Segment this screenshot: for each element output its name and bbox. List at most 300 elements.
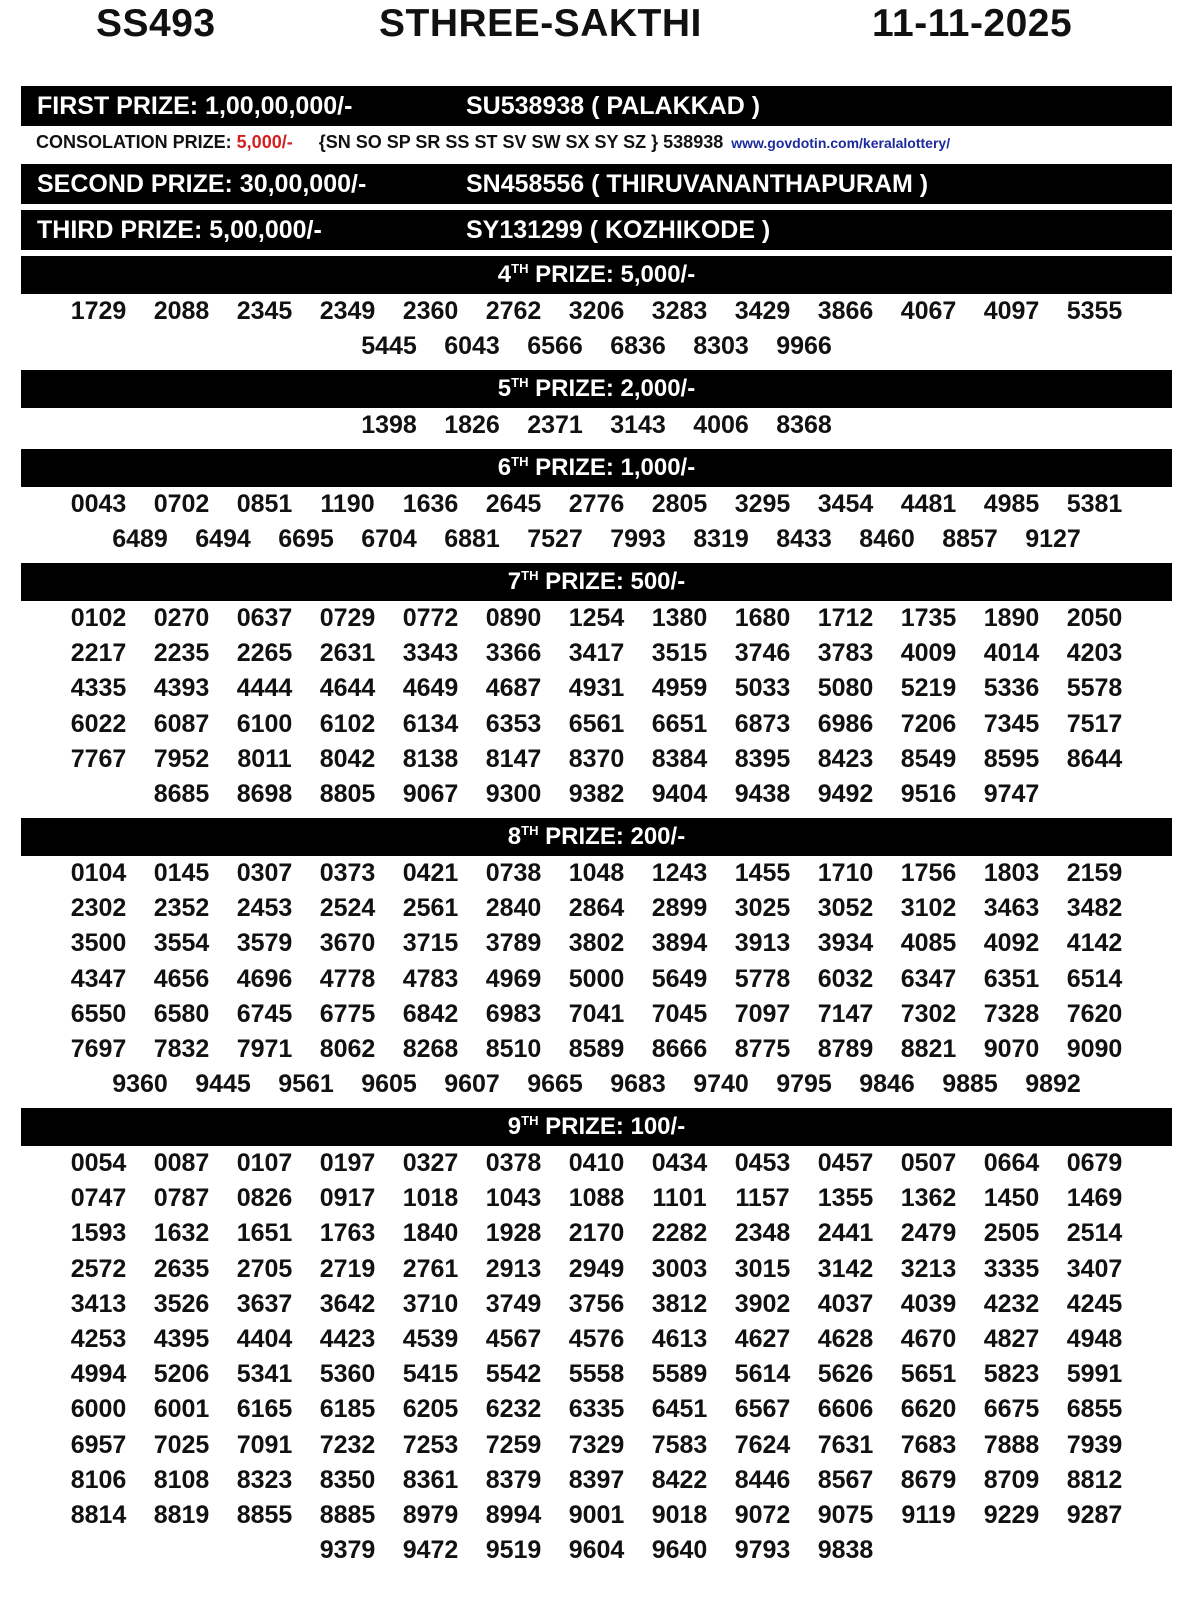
- winning-number: 3637: [236, 1289, 293, 1318]
- winning-number: 8855: [236, 1500, 293, 1529]
- winning-number: 9438: [734, 779, 791, 808]
- winning-number: 0410: [568, 1149, 625, 1177]
- winning-number: 6000: [70, 1395, 127, 1424]
- winning-number: 8805: [319, 779, 376, 808]
- winning-number: 0373: [319, 859, 376, 887]
- winning-number: 9605: [361, 1070, 417, 1099]
- winning-number: 7302: [900, 999, 957, 1028]
- third-prize-bar: [21, 210, 1172, 250]
- winning-number: 6353: [485, 709, 542, 738]
- winning-number: 3554: [153, 929, 210, 958]
- winning-number: 2479: [900, 1219, 957, 1248]
- winning-number: 3670: [319, 929, 376, 958]
- number-row: [21, 856, 1172, 891]
- winning-number: 1157: [735, 1184, 790, 1213]
- winning-number: 8138: [402, 744, 459, 773]
- winning-number: 6102: [319, 709, 376, 738]
- third-prize-winner: SY131299 ( KOZHIKODE ): [466, 216, 771, 244]
- winning-number: 6855: [1066, 1395, 1123, 1424]
- winning-number: 3213: [900, 1254, 957, 1283]
- winning-number: 3746: [734, 639, 791, 668]
- winning-number: 7631: [817, 1430, 874, 1459]
- winning-number: 4245: [1066, 1289, 1123, 1318]
- winning-number: 1043: [485, 1184, 542, 1213]
- winning-number: 5991: [1066, 1360, 1123, 1389]
- winning-number: 7767: [70, 744, 127, 773]
- number-row: [21, 294, 1172, 329]
- winning-number: 2761: [402, 1254, 459, 1283]
- winning-number: 2265: [236, 639, 293, 668]
- winning-number: 3454: [817, 490, 874, 518]
- prize-ordinal-suffix: TH: [511, 454, 529, 469]
- winning-number: 6335: [568, 1395, 625, 1424]
- winning-number: 4253: [70, 1324, 127, 1353]
- winning-number: 4404: [236, 1324, 293, 1353]
- winning-number: 5558: [568, 1360, 625, 1389]
- winning-number: 8821: [900, 1034, 957, 1063]
- winning-number: 9472: [402, 1536, 459, 1565]
- winning-number: 2159: [1066, 859, 1123, 887]
- winning-number: 6232: [485, 1395, 542, 1424]
- prize-6-numbers: [21, 487, 1172, 557]
- winning-number: 2913: [485, 1254, 542, 1283]
- winning-number: 8397: [568, 1465, 625, 1494]
- winning-number: 7147: [817, 999, 874, 1028]
- prize-ordinal-suffix: TH: [521, 823, 539, 838]
- winning-number: 4931: [568, 674, 625, 703]
- winning-number: 9793: [734, 1536, 791, 1565]
- winning-number: 0043: [70, 490, 127, 518]
- winning-number: 8812: [1066, 1465, 1123, 1494]
- winning-number: 2348: [734, 1219, 791, 1248]
- number-row: [21, 522, 1172, 557]
- winning-number: 2514: [1066, 1219, 1123, 1248]
- winning-number: 3142: [817, 1254, 874, 1283]
- prize-title: PRIZE: 200/-: [538, 823, 686, 850]
- winning-number: 0145: [153, 859, 210, 887]
- winning-number: 2441: [817, 1219, 874, 1248]
- third-prize-label: THIRD PRIZE: 5,00,000/-: [37, 216, 322, 244]
- winning-number: 3102: [900, 894, 957, 923]
- winning-number: 2524: [319, 894, 376, 923]
- winning-number: 0307: [236, 859, 293, 887]
- winning-number: 4627: [734, 1324, 791, 1353]
- winning-number: 1840: [402, 1219, 459, 1248]
- winning-number: 2371: [527, 411, 583, 439]
- number-row: [21, 1392, 1172, 1427]
- winning-number: 7328: [983, 999, 1040, 1028]
- winning-number: 0457: [817, 1149, 874, 1177]
- winning-number: 0664: [983, 1149, 1040, 1177]
- winning-number: 5341: [236, 1360, 293, 1389]
- winning-number: 7345: [983, 709, 1040, 738]
- winning-number: 4985: [983, 490, 1040, 518]
- winning-number: 8775: [734, 1034, 791, 1063]
- winning-number: 4687: [485, 674, 542, 703]
- winning-number: 4039: [900, 1289, 957, 1318]
- winning-number: 1756: [900, 859, 957, 887]
- winning-number: 0637: [236, 604, 293, 632]
- winning-number: 1455: [734, 859, 791, 887]
- winning-number: 9519: [485, 1536, 542, 1565]
- winning-number: 1651: [236, 1219, 293, 1248]
- winning-number: 7329: [568, 1430, 625, 1459]
- number-row: [21, 1181, 1172, 1216]
- prize-4-numbers: [21, 294, 1172, 364]
- winning-number: 5000: [568, 964, 625, 993]
- number-row: [21, 707, 1172, 742]
- winning-number: 6514: [1066, 964, 1123, 993]
- winning-number: 5778: [734, 964, 791, 993]
- draw-code: SS493: [96, 2, 216, 45]
- winning-number: 6043: [444, 332, 500, 361]
- prize-ordinal: 7: [507, 568, 522, 595]
- winning-number: 4097: [983, 297, 1040, 325]
- winning-number: 6620: [900, 1395, 957, 1424]
- winning-number: 3143: [610, 411, 666, 439]
- winning-number: 0104: [70, 859, 127, 887]
- winning-number: 6347: [900, 964, 957, 993]
- winning-number: 5445: [361, 332, 417, 361]
- winning-number: 3812: [651, 1289, 708, 1318]
- second-prize-winner: SN458556 ( THIRUVANANTHAPURAM ): [466, 170, 929, 198]
- winning-number: 3515: [651, 639, 708, 668]
- winning-number: 5415: [402, 1360, 459, 1389]
- winning-number: 8679: [900, 1465, 957, 1494]
- winning-number: 1469: [1066, 1184, 1123, 1213]
- winning-number: 3913: [734, 929, 791, 958]
- winning-number: 7697: [70, 1034, 127, 1063]
- winning-number: 6451: [651, 1395, 708, 1424]
- prize-9-numbers: [21, 1146, 1172, 1568]
- winning-number: 9119: [901, 1500, 956, 1529]
- winning-number: 9127: [1025, 525, 1081, 554]
- winning-number: 3756: [568, 1289, 625, 1318]
- winning-number: 3335: [983, 1254, 1040, 1283]
- winning-number: 7091: [236, 1430, 293, 1459]
- winning-number: 9072: [734, 1500, 791, 1529]
- draw-date: 11-11-2025: [872, 2, 1073, 45]
- winning-number: 4481: [900, 490, 957, 518]
- winning-number: 8303: [693, 332, 749, 361]
- number-row: [21, 671, 1172, 706]
- winning-number: 9640: [651, 1536, 708, 1565]
- winning-number: 0107: [236, 1149, 293, 1177]
- prize-5-numbers: [21, 408, 1172, 443]
- prize-ordinal-suffix: TH: [521, 568, 539, 583]
- winning-number: 0738: [485, 859, 542, 887]
- winning-number: 9300: [485, 779, 542, 808]
- winning-number: 1680: [734, 604, 791, 632]
- winning-number: 4778: [319, 964, 376, 993]
- winning-number: 3579: [236, 929, 293, 958]
- prize-ordinal: 8: [507, 823, 522, 850]
- winning-number: 6561: [568, 709, 625, 738]
- winning-number: 2302: [70, 894, 127, 923]
- winning-number: 5626: [817, 1360, 874, 1389]
- winning-number: 1450: [983, 1184, 1040, 1213]
- winning-number: 8709: [983, 1465, 1040, 1494]
- winning-number: 8510: [485, 1034, 542, 1063]
- number-row: [21, 1498, 1172, 1533]
- winning-number: 2235: [153, 639, 210, 668]
- winning-number: 4959: [651, 674, 708, 703]
- winning-number: 9683: [610, 1070, 666, 1099]
- winning-number: 2505: [983, 1219, 1040, 1248]
- winning-number: 7620: [1066, 999, 1123, 1028]
- winning-number: 3407: [1066, 1254, 1123, 1283]
- winning-number: 8433: [776, 525, 832, 554]
- winning-number: 1763: [319, 1219, 376, 1248]
- winning-number: 2805: [651, 490, 708, 518]
- winning-number: 0434: [651, 1149, 708, 1177]
- winning-number: 3715: [402, 929, 459, 958]
- winning-number: 5355: [1066, 297, 1123, 325]
- winning-number: 3052: [817, 894, 874, 923]
- winning-number: 4783: [402, 964, 459, 993]
- number-row: [21, 1067, 1172, 1102]
- winning-number: 8350: [319, 1465, 376, 1494]
- winning-number: 7624: [734, 1430, 791, 1459]
- winning-number: 0102: [70, 604, 127, 632]
- winning-number: 9838: [817, 1536, 874, 1565]
- winning-number: 2949: [568, 1254, 625, 1283]
- winning-number: 9445: [195, 1070, 251, 1099]
- number-row: [21, 487, 1172, 522]
- prize-9-header: [21, 1108, 1172, 1146]
- winning-number: 0087: [153, 1149, 210, 1177]
- winning-number: 6775: [319, 999, 376, 1028]
- winning-number: 6205: [402, 1395, 459, 1424]
- winning-number: 4444: [236, 674, 293, 703]
- winning-number: 3413: [70, 1289, 127, 1318]
- prize-ordinal: 6: [497, 454, 512, 481]
- result-header: [0, 0, 1186, 50]
- winning-number: 8460: [859, 525, 915, 554]
- lottery-name: STHREE-SAKTHI: [379, 2, 702, 45]
- winning-number: 1826: [444, 411, 500, 439]
- prize-ordinal-suffix: TH: [511, 375, 529, 390]
- winning-number: 9001: [568, 1500, 625, 1529]
- winning-number: 0453: [734, 1149, 791, 1177]
- winning-number: 1380: [651, 604, 708, 632]
- winning-number: 8395: [734, 744, 791, 773]
- winning-number: 3206: [568, 297, 625, 325]
- winning-number: 9892: [1025, 1070, 1081, 1099]
- winning-number: 8698: [236, 779, 293, 808]
- winning-number: 5219: [900, 674, 957, 703]
- winning-number: 7259: [485, 1430, 542, 1459]
- winning-number: 6651: [651, 709, 708, 738]
- winning-number: 9067: [402, 779, 459, 808]
- winning-number: 5823: [983, 1360, 1040, 1389]
- number-row: [21, 1357, 1172, 1392]
- winning-number: 8589: [568, 1034, 625, 1063]
- second-prize-bar: [21, 164, 1172, 204]
- winning-number: 3025: [734, 894, 791, 923]
- winning-number: 0679: [1066, 1149, 1123, 1177]
- prize-5-header: [21, 370, 1172, 408]
- first-prize-bar: [21, 86, 1172, 126]
- winning-number: 4696: [236, 964, 293, 993]
- winning-number: 2217: [70, 639, 127, 668]
- prize-title: PRIZE: 1,000/-: [528, 454, 696, 481]
- winning-number: 6489: [112, 525, 168, 554]
- prize-title: PRIZE: 100/-: [538, 1113, 686, 1140]
- winning-number: 1398: [361, 411, 417, 439]
- winning-number: 7527: [527, 525, 583, 554]
- winning-number: 8268: [402, 1034, 459, 1063]
- winning-number: 4567: [485, 1324, 542, 1353]
- winning-number: 5614: [734, 1360, 791, 1389]
- winning-number: 6494: [195, 525, 251, 554]
- consolation-label: CONSOLATION PRIZE:: [36, 132, 237, 152]
- winning-number: 8379: [485, 1465, 542, 1494]
- winning-number: 2170: [568, 1219, 625, 1248]
- winning-number: 4656: [153, 964, 210, 993]
- number-row: [21, 1322, 1172, 1357]
- winning-number: 9360: [112, 1070, 168, 1099]
- winning-number: 8814: [70, 1500, 127, 1529]
- winning-number: 5589: [651, 1360, 708, 1389]
- prize-title: PRIZE: 5,000/-: [528, 261, 696, 288]
- winning-number: 8567: [817, 1465, 874, 1494]
- winning-number: 8595: [983, 744, 1040, 773]
- winning-number: 1735: [900, 604, 957, 632]
- winning-number: 5649: [651, 964, 708, 993]
- winning-number: 5542: [485, 1360, 542, 1389]
- winning-number: 8789: [817, 1034, 874, 1063]
- number-row: [21, 1463, 1172, 1498]
- winning-number: 0729: [319, 604, 376, 632]
- winning-number: 8042: [319, 744, 376, 773]
- winning-number: 4644: [319, 674, 376, 703]
- winning-number: 4009: [900, 639, 957, 668]
- winning-number: 6022: [70, 709, 127, 738]
- winning-number: 6704: [361, 525, 417, 554]
- number-row: [21, 636, 1172, 671]
- winning-number: 1890: [983, 604, 1040, 632]
- number-row: [21, 329, 1172, 364]
- winning-number: 2360: [402, 297, 459, 325]
- winning-number: 3417: [568, 639, 625, 668]
- winning-number: 9287: [1066, 1500, 1123, 1529]
- prize-ordinal: 9: [507, 1113, 522, 1140]
- winning-number: 2719: [319, 1254, 376, 1283]
- winning-number: 1729: [70, 297, 127, 325]
- winning-number: 1018: [402, 1184, 459, 1213]
- consolation-prize-line: [36, 132, 950, 160]
- winning-number: 2631: [319, 639, 376, 668]
- number-row: [21, 1252, 1172, 1287]
- winning-number: 4393: [153, 674, 210, 703]
- winning-number: 7232: [319, 1430, 376, 1459]
- winning-number: 8323: [236, 1465, 293, 1494]
- winning-number: 1088: [568, 1184, 625, 1213]
- winning-number: 3015: [734, 1254, 791, 1283]
- winning-number: 9561: [278, 1070, 334, 1099]
- winning-number: 9607: [444, 1070, 500, 1099]
- consolation-series: {SN SO SP SR SS ST SV SW SX SY SZ } 538938: [318, 132, 724, 152]
- source-url-link[interactable]: www.govdotin.com/keralalottery/: [731, 135, 951, 151]
- winning-number: 1632: [153, 1219, 210, 1248]
- prize-title: PRIZE: 2,000/-: [528, 375, 696, 402]
- winning-number: 8979: [402, 1500, 459, 1529]
- winning-number: 9379: [319, 1536, 376, 1565]
- winning-number: 1803: [983, 859, 1040, 887]
- winning-number: 9516: [900, 779, 957, 808]
- winning-number: 7583: [651, 1430, 708, 1459]
- winning-number: 0327: [402, 1149, 459, 1177]
- winning-number: 2645: [485, 490, 542, 518]
- winning-number: 0890: [485, 604, 542, 632]
- winning-number: 9846: [859, 1070, 915, 1099]
- winning-number: 9665: [527, 1070, 583, 1099]
- prize-6-header: [21, 449, 1172, 487]
- winning-number: 3934: [817, 929, 874, 958]
- winning-number: 9747: [983, 779, 1040, 808]
- winning-number: 6087: [153, 709, 210, 738]
- number-row: [21, 926, 1172, 961]
- winning-number: 7952: [153, 744, 210, 773]
- winning-number: 7041: [568, 999, 625, 1028]
- winning-number: 8423: [817, 744, 874, 773]
- winning-number: 0787: [153, 1184, 210, 1213]
- winning-number: 7045: [651, 999, 708, 1028]
- prize-8-header: [21, 818, 1172, 856]
- winning-number: 0826: [236, 1184, 293, 1213]
- winning-number: 6134: [402, 709, 459, 738]
- number-row: [21, 1533, 1172, 1568]
- consolation-amount: 5,000/-: [236, 132, 293, 152]
- winning-number: 1593: [70, 1219, 127, 1248]
- winning-number: 1636: [402, 490, 459, 518]
- winning-number: 3783: [817, 639, 874, 668]
- winning-number: 9604: [568, 1536, 625, 1565]
- winning-number: 5651: [900, 1360, 957, 1389]
- winning-number: 4423: [319, 1324, 376, 1353]
- winning-number: 5080: [817, 674, 874, 703]
- first-prize-winner: SU538938 ( PALAKKAD ): [466, 92, 761, 120]
- winning-number: 1362: [900, 1184, 957, 1213]
- number-row: [21, 1146, 1172, 1181]
- winning-number: 8108: [153, 1465, 210, 1494]
- winning-number: 4014: [983, 639, 1040, 668]
- winning-number: 4649: [402, 674, 459, 703]
- prize-ordinal: 4: [497, 261, 512, 288]
- winning-number: 2840: [485, 894, 542, 923]
- winning-number: 8549: [900, 744, 957, 773]
- winning-number: 3283: [651, 297, 708, 325]
- winning-number: 6836: [610, 332, 666, 361]
- winning-number: 9229: [983, 1500, 1040, 1529]
- winning-number: 8422: [651, 1465, 708, 1494]
- winning-number: 7971: [236, 1034, 293, 1063]
- winning-number: 2572: [70, 1254, 127, 1283]
- winning-number: 8361: [402, 1465, 459, 1494]
- winning-number: 0851: [236, 490, 293, 518]
- winning-number: 3710: [402, 1289, 459, 1318]
- winning-number: 8384: [651, 744, 708, 773]
- winning-number: 1928: [485, 1219, 542, 1248]
- winning-number: 4347: [70, 964, 127, 993]
- winning-number: 8857: [942, 525, 998, 554]
- winning-number: 0054: [70, 1149, 127, 1177]
- winning-number: 5336: [983, 674, 1040, 703]
- winning-number: 9404: [651, 779, 708, 808]
- winning-number: 6032: [817, 964, 874, 993]
- winning-number: 3500: [70, 929, 127, 958]
